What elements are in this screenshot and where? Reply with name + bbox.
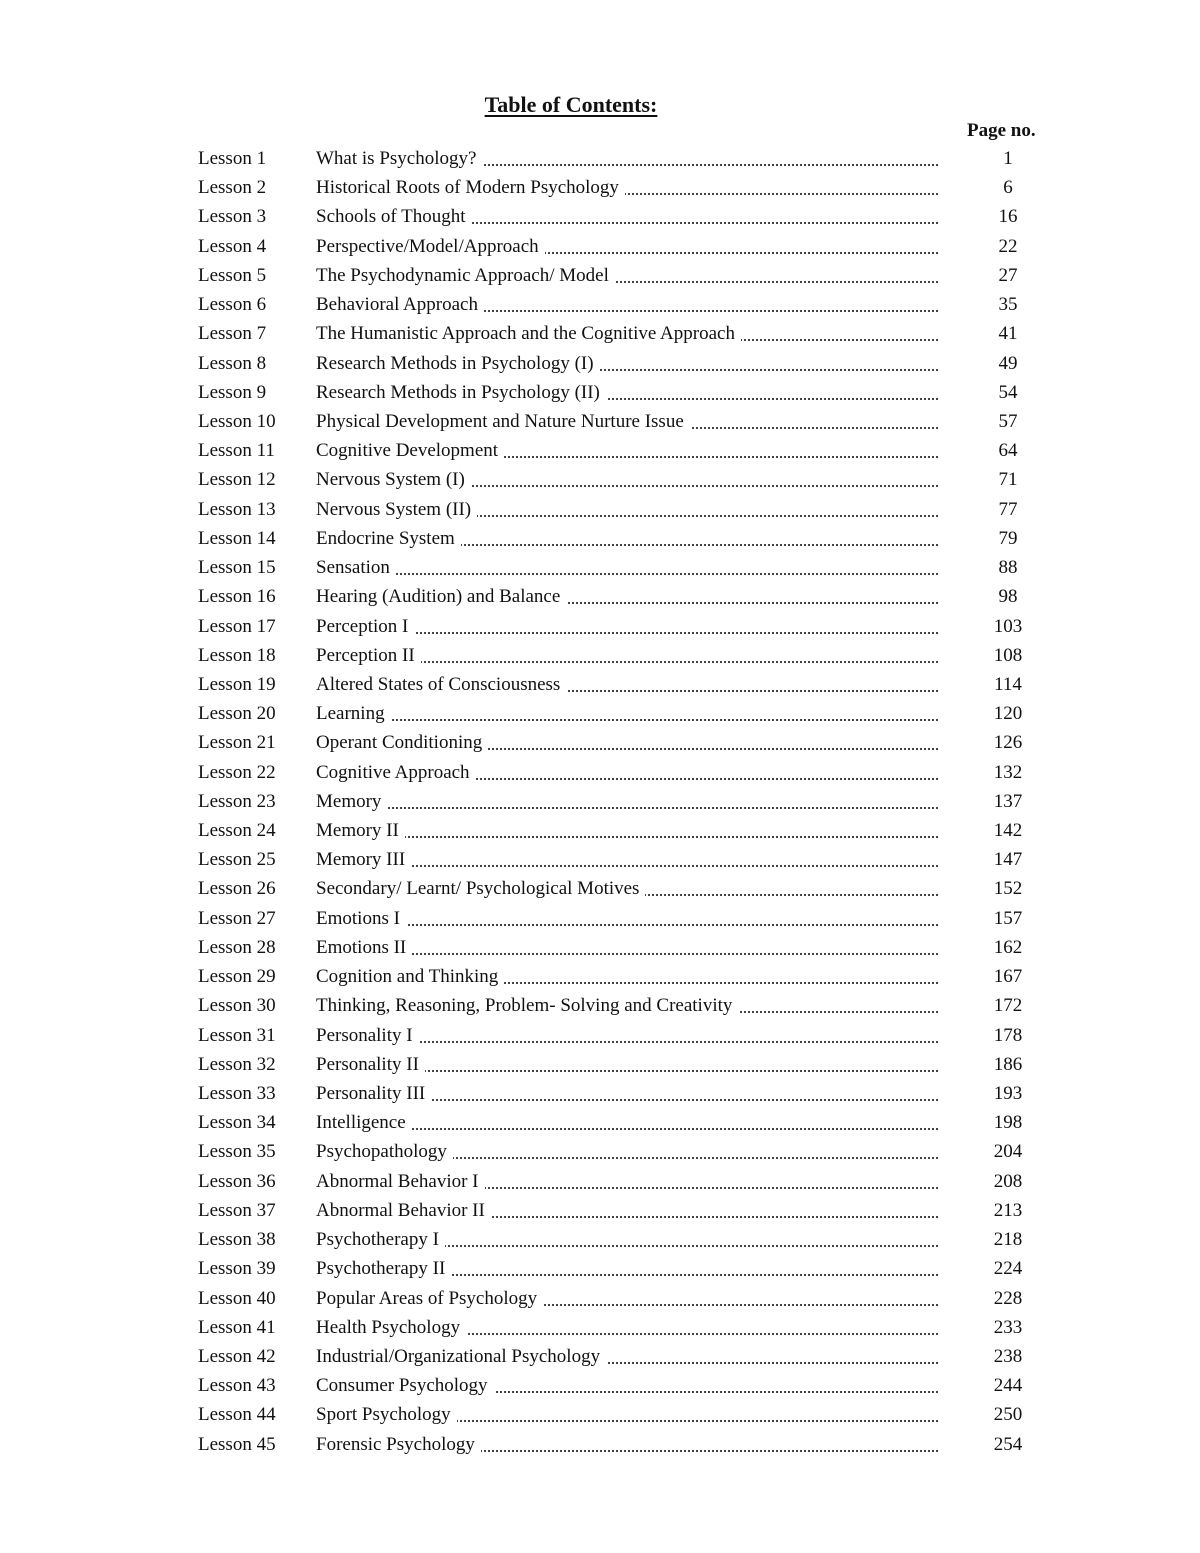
toc-entry[interactable]	[198, 1257, 1058, 1281]
lesson-number: Lesson 27	[198, 907, 276, 929]
lesson-title: Psychotherapy II	[316, 1258, 451, 1279]
lesson-number: Lesson 26	[198, 878, 276, 900]
lesson-entry	[316, 585, 938, 609]
lesson-title: Emotions I	[316, 908, 406, 929]
toc-entry[interactable]	[198, 352, 1058, 376]
lesson-title: The Humanistic Approach and the Cognitive Approach	[316, 323, 741, 344]
page-number: 152	[993, 878, 1023, 900]
lesson-entry	[316, 1228, 938, 1252]
lesson-title: Memory II	[316, 820, 405, 841]
lesson-title: Schools of Thought	[316, 206, 472, 227]
lesson-number: Lesson 6	[198, 294, 267, 316]
lesson-title: Cognition and Thinking	[316, 966, 504, 987]
lesson-entry	[316, 1140, 938, 1164]
lesson-title: Psychotherapy I	[316, 1229, 445, 1250]
lesson-number: Lesson 5	[198, 264, 267, 286]
lesson-title: Endocrine System	[316, 528, 461, 549]
toc-entry[interactable]	[198, 498, 1058, 522]
page-number: 64	[998, 440, 1018, 462]
lesson-title: Abnormal Behavior II	[316, 1200, 491, 1221]
page-number: 120	[993, 703, 1023, 725]
page-number: 114	[994, 673, 1022, 695]
lesson-number: Lesson 15	[198, 557, 276, 579]
lesson-number: Lesson 37	[198, 1199, 276, 1221]
page-number: 204	[993, 1141, 1023, 1163]
lesson-number: Lesson 18	[198, 644, 276, 666]
lesson-entry	[316, 790, 938, 814]
page-number: 54	[998, 381, 1018, 403]
lesson-title: Abnormal Behavior I	[316, 1171, 485, 1192]
lesson-number: Lesson 21	[198, 732, 276, 754]
lesson-number: Lesson 16	[198, 586, 276, 608]
dot-leader	[316, 807, 938, 809]
page-number: 162	[993, 936, 1023, 958]
lesson-number: Lesson 2	[198, 177, 267, 199]
page-number: 1	[1003, 148, 1013, 169]
lesson-entry	[316, 819, 938, 843]
lesson-title: Secondary/ Learnt/ Psychological Motives	[316, 878, 645, 899]
page-number: 238	[993, 1345, 1023, 1367]
toc-entry[interactable]	[198, 731, 1058, 755]
lesson-entry	[316, 205, 938, 229]
lesson-number: Lesson 35	[198, 1141, 276, 1163]
lesson-entry	[316, 1053, 938, 1077]
lesson-number: Lesson 4	[198, 235, 267, 257]
dot-leader	[316, 924, 938, 926]
lesson-title: Emotions II	[316, 937, 412, 958]
toc-entry[interactable]	[198, 1345, 1058, 1369]
toc-entry[interactable]	[198, 673, 1058, 697]
page-number: 71	[998, 469, 1018, 491]
lesson-entry	[316, 1287, 938, 1311]
lesson-number: Lesson 42	[198, 1345, 276, 1367]
lesson-title: Altered States of Consciousness	[316, 674, 566, 695]
page-number: 147	[993, 849, 1023, 871]
page-number: 193	[993, 1083, 1023, 1104]
lesson-title: Nervous System (I)	[316, 469, 471, 490]
lesson-entry	[316, 498, 938, 522]
lesson-number: Lesson 11	[198, 440, 275, 462]
lesson-number: Lesson 28	[198, 936, 276, 958]
lesson-number: Lesson 10	[198, 410, 276, 432]
lesson-title: The Psychodynamic Approach/ Model	[316, 265, 615, 286]
lesson-entry	[316, 1024, 938, 1048]
lesson-title: Cognitive Development	[316, 440, 504, 461]
lesson-number: Lesson 19	[198, 673, 276, 695]
toc-entry[interactable]	[198, 790, 1058, 814]
lesson-number: Lesson 23	[198, 790, 276, 812]
lesson-title: Nervous System (II)	[316, 499, 477, 520]
page-number: 57	[998, 410, 1018, 432]
page-number: 16	[998, 206, 1018, 228]
lesson-entry	[316, 147, 938, 171]
toc-entry[interactable]	[198, 1053, 1058, 1077]
lesson-entry	[316, 965, 938, 989]
page-number: 228	[993, 1287, 1023, 1309]
lesson-number: Lesson 22	[198, 761, 276, 783]
lesson-number: Lesson 12	[198, 469, 276, 491]
lesson-entry	[316, 848, 938, 872]
lesson-entry	[316, 1316, 938, 1340]
lesson-title: Operant Conditioning	[316, 732, 488, 753]
lesson-number: Lesson 45	[198, 1433, 276, 1455]
lesson-entry	[316, 322, 938, 346]
lesson-title: Memory III	[316, 849, 411, 870]
page-number: 49	[998, 352, 1018, 374]
lesson-title: Hearing (Audition) and Balance	[316, 586, 566, 607]
dot-leader	[316, 836, 938, 838]
lesson-title: Research Methods in Psychology (II)	[316, 382, 606, 403]
lesson-entry	[316, 1199, 938, 1223]
toc-entry[interactable]	[198, 176, 1058, 200]
lesson-number: Lesson 38	[198, 1229, 276, 1251]
lesson-title: Learning	[316, 703, 391, 724]
toc-entry[interactable]	[198, 877, 1058, 901]
page-number: 6	[1003, 177, 1013, 199]
lesson-entry	[316, 264, 938, 288]
lesson-entry	[316, 761, 938, 785]
toc-entry[interactable]	[198, 468, 1058, 492]
toc-entry[interactable]	[198, 527, 1058, 551]
lesson-number: Lesson 31	[198, 1024, 276, 1046]
toc-entry[interactable]	[198, 293, 1058, 317]
lesson-number: Lesson 43	[198, 1375, 276, 1397]
lesson-number: Lesson 32	[198, 1053, 276, 1075]
lesson-number: Lesson 29	[198, 966, 276, 988]
toc-entry[interactable]	[198, 410, 1058, 434]
lesson-entry	[316, 527, 938, 551]
toc-entry[interactable]	[198, 761, 1058, 785]
toc-entry[interactable]	[198, 147, 1058, 171]
lesson-entry	[316, 907, 938, 931]
lesson-number: Lesson 33	[198, 1083, 276, 1104]
toc-entry[interactable]	[198, 264, 1058, 288]
lesson-number: Lesson 34	[198, 1112, 276, 1134]
page-number: 137	[993, 790, 1023, 812]
lesson-title: Behavioral Approach	[316, 294, 484, 315]
lesson-title: Sensation	[316, 557, 396, 578]
lesson-number: Lesson 9	[198, 381, 267, 403]
lesson-entry	[316, 1345, 938, 1369]
lesson-title: Industrial/Organizational Psychology	[316, 1346, 606, 1367]
lesson-title: What is Psychology?	[316, 148, 482, 169]
page-number: 198	[993, 1112, 1023, 1134]
lesson-entry	[316, 468, 938, 492]
lesson-entry	[316, 1403, 938, 1427]
toc-entry[interactable]	[198, 907, 1058, 931]
lesson-entry	[316, 1257, 938, 1281]
page-number: 41	[998, 323, 1018, 345]
page-number: 178	[993, 1024, 1023, 1046]
lesson-entry	[316, 1374, 938, 1398]
table-of-contents	[198, 147, 1058, 1457]
lesson-entry	[316, 702, 938, 726]
page-number: 103	[993, 615, 1023, 637]
lesson-number: Lesson 7	[198, 323, 267, 345]
toc-entry[interactable]	[198, 439, 1058, 463]
lesson-number: Lesson 14	[198, 527, 276, 549]
lesson-number: Lesson 3	[198, 206, 267, 228]
lesson-title: Perception II	[316, 645, 421, 666]
page-number: 157	[993, 907, 1023, 929]
page-number: 126	[993, 732, 1023, 754]
lesson-title: Popular Areas of Psychology	[316, 1288, 543, 1309]
lesson-number: Lesson 8	[198, 352, 267, 374]
toc-entry[interactable]	[198, 1170, 1058, 1194]
lesson-entry	[316, 1111, 938, 1135]
lesson-entry	[316, 877, 938, 901]
toc-entry[interactable]	[198, 381, 1058, 405]
toc-entry[interactable]	[198, 615, 1058, 639]
lesson-title: Thinking, Reasoning, Problem- Solving and Creativity	[316, 995, 738, 1016]
lesson-number: Lesson 44	[198, 1404, 276, 1426]
lesson-entry	[316, 936, 938, 960]
lesson-number: Lesson 41	[198, 1316, 276, 1338]
page-number: 79	[998, 527, 1018, 549]
lesson-title: Cognitive Approach	[316, 762, 476, 783]
lesson-number: Lesson 1	[198, 148, 267, 169]
toc-entry[interactable]	[198, 994, 1058, 1018]
toc-entry[interactable]	[198, 819, 1058, 843]
toc-entry[interactable]	[198, 1287, 1058, 1311]
lesson-title: Memory	[316, 791, 387, 812]
dot-leader	[316, 573, 938, 575]
toc-entry[interactable]	[198, 848, 1058, 872]
page-number: 213	[993, 1199, 1023, 1221]
lesson-title: Personality I	[316, 1025, 419, 1046]
lesson-title: Sport Psychology	[316, 1404, 457, 1425]
lesson-title: Personality II	[316, 1054, 425, 1075]
page-number: 254	[993, 1433, 1023, 1455]
lesson-number: Lesson 40	[198, 1287, 276, 1309]
toc-entry[interactable]	[198, 205, 1058, 229]
lesson-title: Perspective/Model/Approach	[316, 236, 545, 257]
toc-entry[interactable]	[198, 1374, 1058, 1398]
lesson-number: Lesson 20	[198, 703, 276, 725]
page-number: 250	[993, 1404, 1023, 1426]
toc-entry[interactable]	[198, 1199, 1058, 1223]
page-number: 142	[993, 820, 1023, 842]
page-number: 172	[993, 995, 1023, 1017]
lesson-title: Health Psychology	[316, 1317, 466, 1338]
toc-entry[interactable]	[198, 1433, 1058, 1457]
toc-entry[interactable]	[198, 235, 1058, 259]
page-number: 224	[993, 1258, 1023, 1280]
page-number: 27	[998, 264, 1018, 286]
lesson-entry	[316, 731, 938, 755]
lesson-entry	[316, 176, 938, 200]
lesson-entry	[316, 1433, 938, 1457]
lesson-entry	[316, 352, 938, 376]
lesson-entry	[316, 556, 938, 580]
lesson-entry	[316, 439, 938, 463]
lesson-entry	[316, 1082, 938, 1106]
lesson-entry	[316, 1170, 938, 1194]
toc-entry[interactable]	[198, 1316, 1058, 1340]
toc-entry[interactable]	[198, 1403, 1058, 1427]
lesson-title: Forensic Psychology	[316, 1434, 481, 1455]
dot-leader	[316, 719, 938, 721]
page-number: 167	[993, 966, 1023, 988]
toc-entry[interactable]	[198, 1111, 1058, 1135]
page-number: 208	[993, 1170, 1023, 1192]
lesson-title: Personality III	[316, 1083, 431, 1104]
page-number: 186	[993, 1053, 1023, 1075]
lesson-title: Physical Development and Nature Nurture Issue	[316, 411, 690, 432]
lesson-entry	[316, 673, 938, 697]
page-number: 88	[998, 557, 1018, 579]
lesson-number: Lesson 25	[198, 849, 276, 871]
toc-entry[interactable]	[198, 644, 1058, 668]
page-number: 108	[993, 644, 1023, 666]
page-number: 233	[993, 1316, 1023, 1338]
lesson-number: Lesson 39	[198, 1258, 276, 1280]
toc-entry[interactable]	[198, 1082, 1058, 1106]
page-number: 132	[993, 761, 1023, 783]
page-number: 98	[998, 586, 1018, 608]
toc-entry[interactable]	[198, 1140, 1058, 1164]
lesson-number: Lesson 24	[198, 820, 276, 842]
page-number: 77	[998, 498, 1018, 520]
lesson-title: Psychopathology	[316, 1141, 453, 1162]
lesson-title: Consumer Psychology	[316, 1375, 494, 1396]
lesson-entry	[316, 381, 938, 405]
toc-entry[interactable]	[198, 702, 1058, 726]
lesson-entry	[316, 235, 938, 259]
page-number: 22	[998, 235, 1018, 257]
lesson-title: Perception I	[316, 616, 414, 637]
page-number-column-header: Page no.	[967, 120, 1036, 141]
lesson-number: Lesson 17	[198, 615, 276, 637]
lesson-title: Intelligence	[316, 1112, 412, 1133]
lesson-title: Historical Roots of Modern Psychology	[316, 177, 625, 198]
lesson-number: Lesson 13	[198, 498, 276, 520]
lesson-entry	[316, 615, 938, 639]
toc-entry[interactable]	[198, 1228, 1058, 1252]
toc-entry[interactable]	[198, 322, 1058, 346]
toc-entry[interactable]	[198, 965, 1058, 989]
toc-entry[interactable]	[198, 556, 1058, 580]
lesson-entry	[316, 293, 938, 317]
lesson-entry	[316, 410, 938, 434]
lesson-number: Lesson 36	[198, 1170, 276, 1192]
toc-entry[interactable]	[198, 936, 1058, 960]
toc-entry[interactable]	[198, 585, 1058, 609]
lesson-number: Lesson 30	[198, 995, 276, 1017]
page-title: Table of Contents:	[484, 92, 658, 117]
page-number: 244	[993, 1375, 1023, 1397]
page-number: 35	[998, 294, 1018, 316]
lesson-entry	[316, 644, 938, 668]
toc-entry[interactable]	[198, 1024, 1058, 1048]
lesson-entry	[316, 994, 938, 1018]
lesson-title: Research Methods in Psychology (I)	[316, 353, 600, 374]
page-number: 218	[993, 1229, 1023, 1251]
